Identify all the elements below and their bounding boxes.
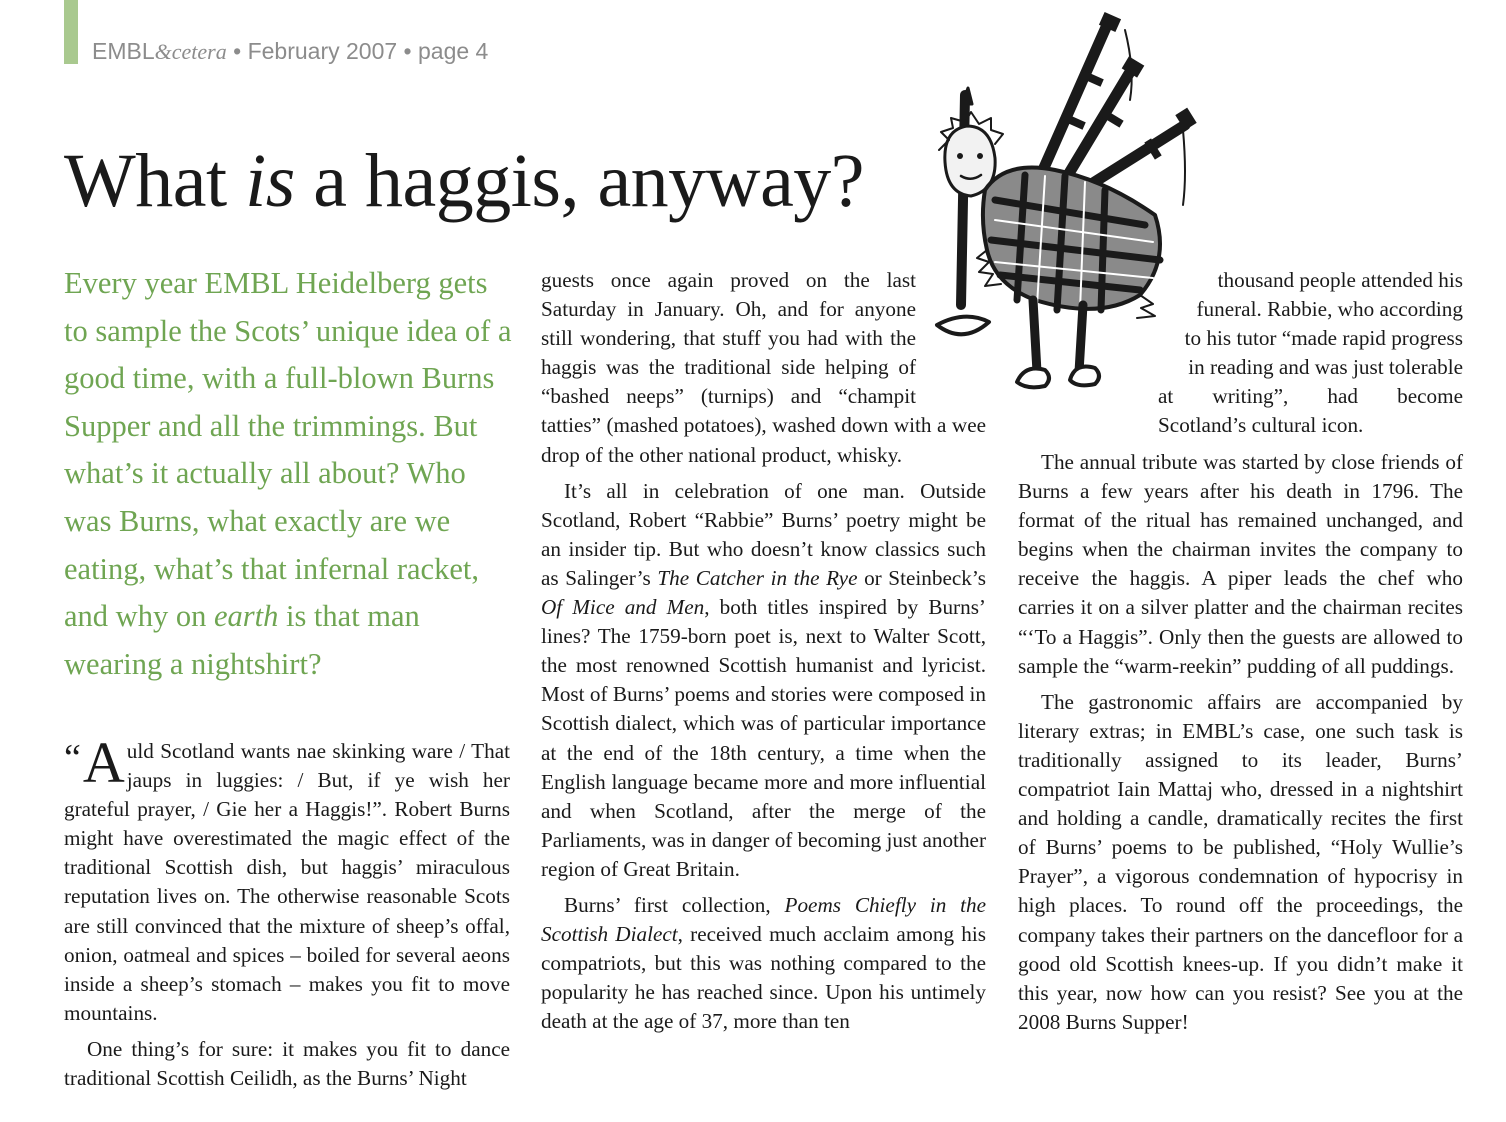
col3-line-4: in reading and was just tolerable bbox=[1188, 355, 1463, 380]
col3-line-6: Scotland’s cultural icon. bbox=[1158, 413, 1364, 438]
col1-paragraph-2: One thing’s for sure: it makes you fit to dance traditional Scottish Ceilidh, as the Burns’ Night bbox=[64, 1036, 510, 1091]
headline-part1: What bbox=[64, 139, 246, 223]
col3-paragraph-3: The gastronomic affairs are accompanied by literary extras; in EMBL’s case, one such task is traditionally assigned to its leader, Burns’ compatriot Iain Mattaj who, dressed in a nightshirt and holding a candle, dramatically recites the first of Burns’ poems to be published, “Holy Wullie’s Prayer”, a vigorous condemnation of hypocrisy in high places. To round off the proceedings, the company takes their partners on the dancefloor for a good old Scottish knees-up. If you didn’t make it this year, now how can you resist? See you at the 2008 Burns Supper! bbox=[1018, 689, 1463, 1034]
col2-p3-text-b: , received much acclaim among his compatriots, but this was nothing compared to the popularity he has reached since. Upon his untimely death at the age of 37, more than ten bbox=[541, 922, 986, 1034]
col3-line-2: funeral. Rabbie, who according bbox=[1196, 297, 1463, 322]
col1-p1-text: uld Scotland wants nae skinking ware / That jaups in luggies: / But, if ye wish her grateful prayer, / Gie her a Haggis!”. Robert Burns might have overestimated the magic effect of the traditional Scottish dish, but haggis’ miraculous reputation lives on. The otherwise reasonable Scots are still convinced that the mixture of sheep’s offal, onion, oatmeal and spices – boiled for several aeons inside a sheep’s stomach – makes you fit to move mountains. bbox=[64, 739, 510, 1025]
headline-part2: a haggis, anyway? bbox=[294, 139, 865, 223]
col2-p2-text-a: It’s all in celebration of one man. Outside Scotland, Robert “Rabbie” Burns’ poetry might be an insider tip. But who doesn’t know classics such as Salinger’s bbox=[541, 478, 986, 590]
col2-paragraph-3 bbox=[541, 891, 986, 1036]
headline-italic: is bbox=[245, 139, 295, 223]
body-column-3 bbox=[1018, 448, 1463, 1037]
col2-p3-text-a: Burns’ first collection, bbox=[564, 892, 785, 917]
brand-name: EMBL bbox=[92, 38, 155, 64]
issue-date-page: • February 2007 • page 4 bbox=[226, 38, 489, 64]
standfirst-italic: earth bbox=[213, 599, 279, 634]
col2-p2-text-c: , both titles inspired by Burns’ lines? The 1759-born poet is, next to Walter Scott, the most renowned Scottish humanist and lyricist. Most of Burns’ poems and stories were composed in Scottish dialect, which was of particular importance at the end of the 18th century, a time when the English language became more and more influential and when Scotland, after the merge of the Parliaments, was in danger of becoming just another region of Great Britain. bbox=[541, 595, 986, 881]
standfirst bbox=[64, 260, 516, 688]
book-title-catcher: The Catcher in the Rye bbox=[657, 565, 858, 590]
book-title-poems: Poems Chiefly in the Scottish Dialect bbox=[541, 892, 986, 947]
book-title-mice: Of Mice and Men bbox=[541, 595, 705, 620]
bagpiper-cartoon-icon bbox=[925, 0, 1205, 420]
col3-line-5: at writing”, had become bbox=[1158, 384, 1463, 409]
col2-paragraph-2 bbox=[541, 477, 986, 884]
col3-line-3: to his tutor “made rapid progress bbox=[1184, 326, 1463, 351]
standfirst-text-b: is that man wearing a nightshirt? bbox=[64, 599, 420, 681]
running-header bbox=[92, 38, 488, 65]
col2-paragraph-1: guests once again proved on the last Saturday in January. Oh, and for anyone still wondering, that stuff you had with the haggis was the traditional side helping of “bashed neeps” (turnips) and “champit tatties” (mashed potatoes), washed down with a wee drop of the other national product, whisky. bbox=[541, 268, 986, 467]
brand-italic: &cetera bbox=[154, 39, 227, 64]
col2-p2-text-b: or Steinbeck’s bbox=[857, 565, 986, 590]
drop-quote-mark: “ bbox=[64, 737, 81, 779]
article-headline bbox=[64, 138, 864, 225]
header-accent-bar bbox=[64, 0, 78, 64]
col1-paragraph-1 bbox=[64, 730, 510, 1028]
body-column-2 bbox=[541, 266, 986, 1036]
standfirst-text-a: Every year EMBL Heidelberg gets to sample the Scots’ unique idea of a good time, with a full-blown Burns Supper and all the trimmings. But what’s it actually all about? Who was Burns, what exactly are we eating, what’s that infernal racket, and why on bbox=[64, 266, 512, 634]
col3-line-1: thousand people attended his bbox=[1217, 268, 1463, 292]
col3-paragraph-2: The annual tribute was started by close friends of Burns a few years after his death in 1796. The format of the ritual has remained unchanged, and begins when the chairman invites the company to receive the haggis. A piper leads the chef who carries it on a silver platter and the chairman recites “‘To a Haggis”. Only then the guests are allowed to sample the “warm-reekin” pudding of all puddings. bbox=[1018, 450, 1463, 678]
drop-cap: A bbox=[82, 730, 125, 795]
body-column-1 bbox=[64, 730, 510, 1093]
